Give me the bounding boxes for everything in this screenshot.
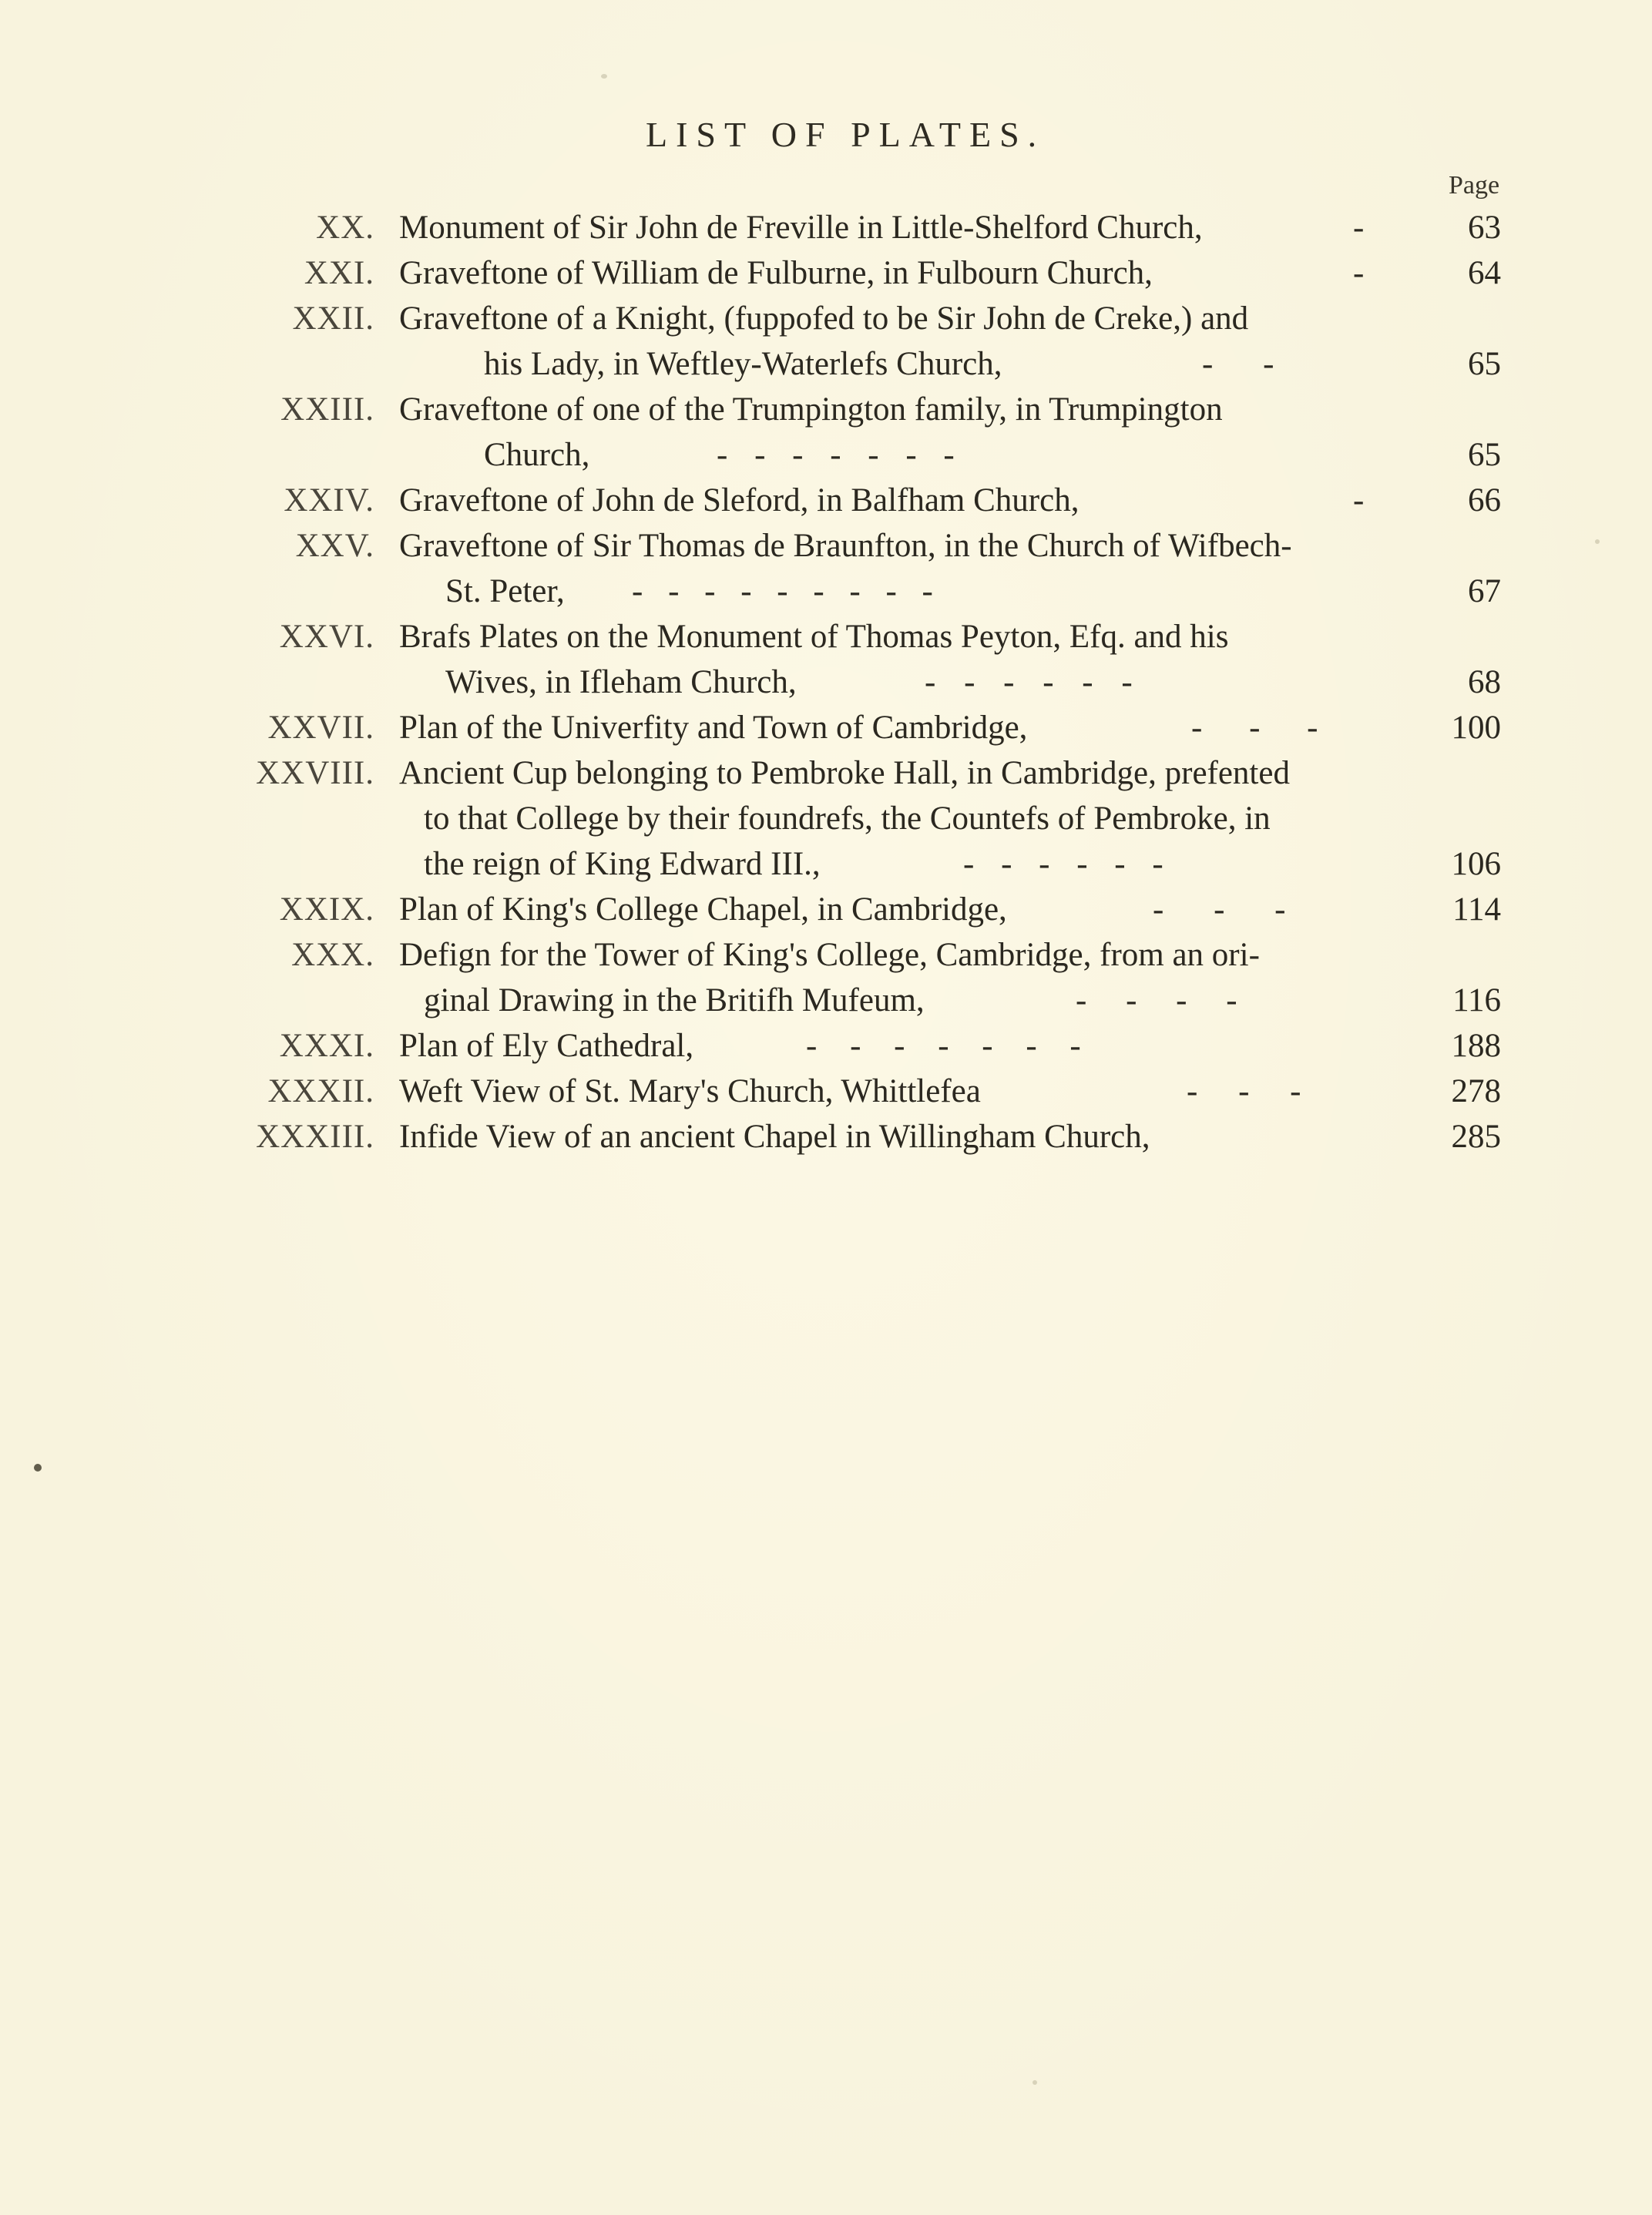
plate-title: Graveftone of William de Fulburne, in Fulbourn Church,: [399, 255, 1153, 291]
plate-entry-xxvii: [0, 705, 1652, 750]
plate-entry-xxx-continued: [0, 978, 1652, 1023]
leader-dashes: - -: [1202, 346, 1276, 382]
plate-title: Plan of Ely Cathedral,: [399, 1028, 694, 1064]
leader-dashes: - - -: [1191, 710, 1320, 746]
leader-dashes: - - -: [1153, 891, 1288, 928]
plate-title-continued: to that College by their foundrefs, the Countefs of Pembroke, in: [424, 800, 1271, 837]
leader-dashes: - - - -: [1076, 982, 1239, 1019]
plate-title: Graveftone of a Knight, (fuppofed to be Sir John de Creke,) and: [399, 300, 1249, 337]
plates-list: [0, 205, 1652, 1160]
page-column-header: Page: [1449, 171, 1500, 200]
plate-numeral: XXXI.: [279, 1028, 374, 1064]
plate-title-continued: his Lady, in Weftley-Waterlefs Church,: [484, 346, 1002, 382]
leader-dashes: -: [1353, 210, 1366, 246]
plate-entry-xxviii-continued: [0, 841, 1652, 887]
plate-title: Graveftone of Sir Thomas de Braunfton, in the Church of Wifbech-: [399, 528, 1292, 564]
paper-speck: [601, 74, 607, 79]
plate-entry-xxxii: [0, 1069, 1652, 1114]
plate-entry-xxvi: [0, 614, 1652, 659]
plate-entry-xxiii: [0, 387, 1652, 432]
plate-numeral: XXXIII.: [256, 1119, 374, 1155]
plate-entry-xxxiii: [0, 1114, 1652, 1160]
page-number: 67: [1468, 573, 1501, 609]
page-number: 100: [1451, 710, 1501, 746]
plate-entry-xxiv: [0, 478, 1652, 523]
plate-numeral: XXI.: [304, 255, 374, 291]
page-number: 64: [1468, 255, 1501, 291]
page-number: 65: [1468, 437, 1501, 473]
plate-entry-xxviii: [0, 750, 1652, 796]
page-number: 285: [1451, 1119, 1501, 1155]
plate-entry-xxii-continued: [0, 341, 1652, 387]
page-number: 188: [1451, 1028, 1501, 1064]
leader-dashes: - - -: [1187, 1073, 1303, 1109]
leader-dashes: - - - - - - -: [717, 437, 956, 473]
plate-title: Defign for the Tower of King's College, Cambridge, from an ori-: [399, 937, 1260, 973]
paper-speck: [1595, 539, 1600, 544]
plate-title: Plan of King's College Chapel, in Cambridge,: [399, 891, 1007, 928]
plate-title: Graveftone of John de Sleford, in Balfham Church,: [399, 482, 1080, 519]
leader-dashes: - - - - - -: [963, 846, 1165, 882]
page-title: LIST OF PLATES.: [646, 115, 1046, 154]
plate-numeral: XXIX.: [279, 891, 374, 928]
plate-title-continued: St. Peter,: [445, 573, 565, 609]
page-number: 63: [1468, 210, 1501, 246]
paper-speck: [34, 1464, 42, 1472]
plate-numeral: XXXII.: [267, 1073, 374, 1109]
plate-title: Infide View of an ancient Chapel in Willingham Church,: [399, 1119, 1150, 1155]
plate-title: Ancient Cup belonging to Pembroke Hall, in Cambridge, prefented: [399, 755, 1290, 791]
page-number: 116: [1452, 982, 1501, 1019]
plate-entry-xxi: [0, 250, 1652, 296]
page-number: 66: [1468, 482, 1501, 519]
plate-entry-xxiii-continued: [0, 432, 1652, 478]
plate-title-continued: Church,: [484, 437, 590, 473]
plate-numeral: XXIV.: [284, 482, 374, 519]
plate-numeral: XXX.: [291, 937, 374, 973]
plate-entry-xxxi: [0, 1023, 1652, 1069]
paper-speck: [1032, 2080, 1037, 2085]
plate-entry-xxx: [0, 932, 1652, 978]
plate-entry-xxv-continued: [0, 569, 1652, 614]
plate-title-continued: ginal Drawing in the Britifh Mufeum,: [424, 982, 925, 1019]
plate-title: Plan of the Univerfity and Town of Cambridge,: [399, 710, 1028, 746]
plate-title: Weft View of St. Mary's Church, Whittlefea: [399, 1073, 981, 1109]
leader-dashes: -: [1353, 255, 1366, 291]
plate-numeral: XXV.: [295, 528, 374, 564]
page-number: 65: [1468, 346, 1501, 382]
plate-entry-xxvi-continued: [0, 659, 1652, 705]
plate-numeral: XXVIII.: [256, 755, 374, 791]
plate-title: Monument of Sir John de Freville in Little-Shelford Church,: [399, 210, 1203, 246]
plate-entry-xx: [0, 205, 1652, 250]
plate-numeral: XXVII.: [267, 710, 374, 746]
plate-entry-xxviii-continued: [0, 796, 1652, 841]
plate-entry-xxv: [0, 523, 1652, 569]
page-number: 68: [1468, 664, 1501, 700]
plate-numeral: XX.: [316, 210, 374, 246]
plate-numeral: XXII.: [292, 300, 374, 337]
plate-title: Graveftone of one of the Trumpington family, in Trumpington: [399, 391, 1223, 428]
plate-title-continued: Wives, in Ifleham Church,: [445, 664, 797, 700]
plate-entry-xxii: [0, 296, 1652, 341]
leader-dashes: -: [1353, 482, 1366, 519]
plate-numeral: XXVI.: [279, 619, 374, 655]
page-number: 114: [1452, 891, 1501, 928]
plate-title-continued: the reign of King Edward III.,: [424, 846, 821, 882]
leader-dashes: - - - - - -: [925, 664, 1134, 700]
plate-numeral: XXIII.: [280, 391, 374, 428]
plate-entry-xxix: [0, 887, 1652, 932]
plate-title: Brafs Plates on the Monument of Thomas Peyton, Efq. and his: [399, 619, 1229, 655]
page-number: 278: [1451, 1073, 1501, 1109]
page-number: 106: [1451, 846, 1501, 882]
leader-dashes: - - - - - - - - -: [632, 573, 935, 609]
leader-dashes: - - - - - - -: [806, 1028, 1083, 1064]
